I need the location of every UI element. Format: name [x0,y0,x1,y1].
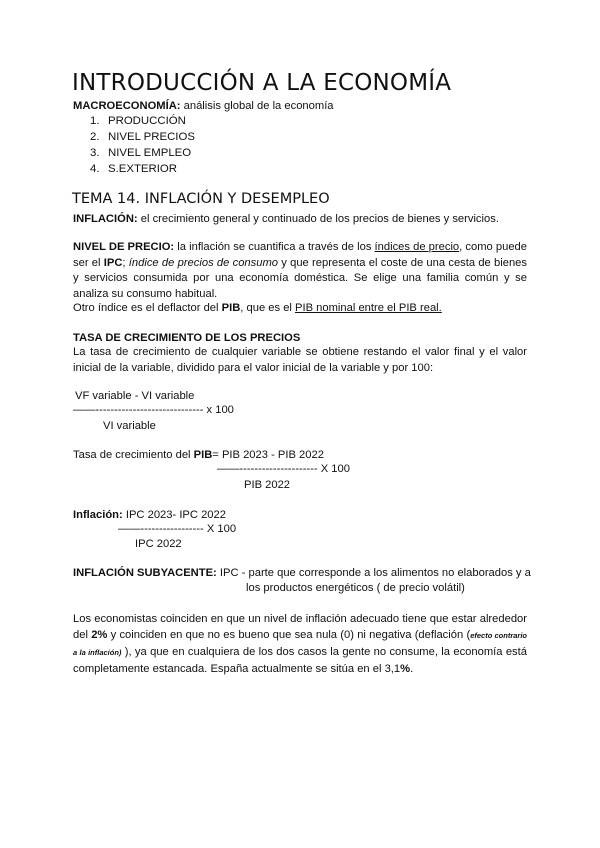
text-run: IPC - parte que corresponde a los alimentos no elaborados y a [216,567,531,579]
formula-denominator: VI variable [103,420,156,432]
list-number: 4. [90,163,100,175]
underlined-term: PIB nominal entre el PIB real. [295,302,442,314]
list-label: S.EXTERIOR [108,163,177,175]
gdp-formula-denominator: PIB 2022 [244,479,291,491]
bold-term: % [400,663,411,675]
formula-numerator: VF variable - VI variable [75,390,195,402]
price-level-paragraph [73,240,527,302]
text-run: IPC 2023- IPC 2022 [122,509,226,521]
inflation-definition [73,212,499,226]
macro-text: análisis global de la economía [180,100,334,112]
bold-term: 2% [91,629,108,641]
list-item [90,131,195,143]
list-label: NIVEL PRECIOS [108,131,195,143]
text-run: , que es el [240,302,296,314]
macro-definition [73,99,334,113]
list-item [90,115,186,127]
text-run: y que representa el coste de una cesta de bienes y servicios consumida por una economía doméstica. Se elige una familia común y se analiza su consumo habitual. [73,256,528,300]
list-number: 3. [90,147,100,159]
page-title: INTRODUCCIÓN A LA ECONOMÍA [72,70,452,96]
italic-term: índice de precios de consumo [128,256,279,269]
inflation-formula-numerator [73,509,226,521]
inflation-formula-label: Inflación: [73,509,123,521]
gdp-formula-fraction-line: ——--------------------- X 100 [217,463,350,475]
deflator-line [73,301,442,315]
core-inflation-label: INFLACIÓN SUBYACENTE: [73,567,217,579]
section-title: TEMA 14. INFLACIÓN Y DESEMPLEO [72,191,330,207]
list-label: NIVEL EMPLEO [108,147,192,159]
list-number: 1. [90,115,100,127]
list-item [90,163,177,175]
growth-rate-heading: TASA DE CRECIMIENTO DE LOS PRECIOS [73,332,301,344]
text-run: . [410,663,414,675]
inflation-text: el crecimiento general y continuado de los precios de bienes y servicios. [137,213,499,225]
text-run: Tasa de crecimiento del [73,449,194,461]
macro-label: MACROECONOMÍA: [73,100,181,112]
underlined-term: índices de precio [374,241,460,253]
formula-fraction-line: ——----------------------------- x 100 [73,404,234,416]
list-number: 2. [90,131,100,143]
bold-term: PIB [193,449,213,461]
growth-rate-paragraph: La tasa de crecimiento de cualquier variable se obtiene restando el valor final y el valor inicial de la variable, dividido para el valor inicial de la variable y por 100: [73,346,527,374]
inflation-formula-fraction-line: ——----------------- X 100 [118,523,237,535]
bold-term: IPC [103,256,123,269]
gdp-formula-numerator [73,449,324,461]
inflation-label: INFLACIÓN: [73,213,138,225]
list-label: PRODUCCIÓN [108,115,186,127]
text-run: = PIB 2023 - PIB 2022 [212,449,324,461]
text-run: y coinciden en que no es bueno que sea nula (0) ni negativa (deflación ( [107,629,471,641]
conclusion-paragraph [73,611,527,677]
text-run: Los economistas coinciden en que un nivel de inflación adecuado tiene que estar alrededor del [73,613,527,641]
text-run: la inflación se cuantifica a través de los [174,241,375,253]
text-run: ; [122,256,129,269]
italic-note: efecto contrario a la inflación) [73,631,528,657]
price-level-label: NIVEL DE PRECIO: [73,241,175,253]
text-run: ), ya que en cualquiera de los dos casos la gente no consume, la economía está completamente estancada. España actualmente se sitúa en el 3,1 [73,646,527,675]
list-item [90,147,191,159]
inflation-formula-denominator: IPC 2022 [135,538,182,550]
bold-term: PIB [221,302,241,314]
core-inflation-continuation: los productos energéticos ( de precio volátil) [246,582,465,594]
core-inflation-line [73,567,531,579]
text-run: Otro índice es el deflactor del [73,302,222,314]
text-run: , como puede ser el [73,241,527,269]
